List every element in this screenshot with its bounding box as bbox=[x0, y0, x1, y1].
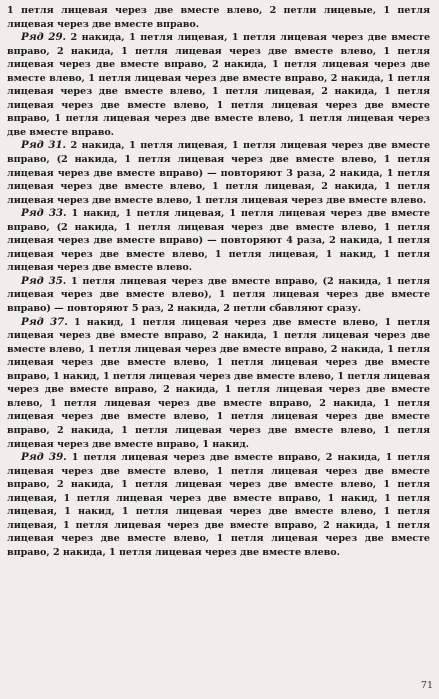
row-text: 1 петля лицевая через две вместе вправо, 2 накида, 1 петля лицевая через две вместе влево, 1 петля лицевая через две вместе вправо, 2 накида, 1 петля лицевая через две вместе влево, 1 петля лицевая, 1 петля лицевая через две вместе вправо, 1 накид, 1 петля лицевая, 1 накид, 1 петля лицевая через две вместе влево, 1 петля лицевая, 1 петля лицевая через две вместе вправо, 2 накида, 1 петля лицевая через две вместе влево, 1 петля лицевая через две вместе вправо, 2 накида, 1 петля лицевая через две вместе влево. bbox=[7, 452, 430, 558]
row-label: Ряд 37. bbox=[21, 315, 68, 328]
row-label: Ряд 33. bbox=[21, 207, 67, 220]
row-label: Ряд 39. bbox=[21, 451, 67, 464]
row-33-paragraph bbox=[7, 207, 430, 275]
row-text: 2 накида, 1 петля лицевая, 1 петля лицевая через две вместе вправо, 2 накида, 1 петля лицевая через две вместе влево, 1 петля лицевая через две вместе вправо, 2 накида, 1 петля лицевая через две вместе влево, 1 петля лицевая через две вместе вправо, 2 накида, 1 петля лицевая через две вместе влево, 1 петля лицевая, 2 накида, 1 петля лицевая через две вместе влево, 1 петля лицевая через две вместе вправо, 1 петля лицевая через две вместе влево, 1 петля лицевая через две вместе вправо. bbox=[7, 32, 430, 138]
row-text: 1 накид, 1 петля лицевая, 1 петля лицевая через две вместе вправо, (2 накида, 1 петля лицевая через две вместе влево, 1 петля лицевая через две вместе вправо) — повторяют 4 раза, 2 накида, 1 петля лицевая через две вместе влево, 1 петля лицевая, 1 накид, 1 петля лицевая через две вместе влево. bbox=[7, 208, 430, 274]
row-35-paragraph bbox=[7, 275, 430, 316]
row-label: Ряд 29. bbox=[21, 31, 66, 44]
row-text: 1 накид, 1 петля лицевая через две вместе влево, 1 петля лицевая через две вместе вправо, 2 накида, 1 петля лицевая через две вместе влево, 1 петля лицевая через две вместе вправо, 2 накида, 1 петля лицевая через две вместе влево, 1 петля лицевая через две вместе вправо, 1 накид, 1 петля лицевая через две вместе влево, 1 петля лицевая через две вместе вправо, 2 накида, 1 петля лицевая через две вместе влево, 1 петля лицевая через две вместе вправо, 2 накида, 1 петля лицевая через две вместе влево, 1 петля лицевая через две вместе вправо, 2 накида, 1 петля лицевая через две вместе влево, 1 петля лицевая через две вместе вправо, 1 накид. bbox=[7, 316, 431, 450]
row-37-paragraph bbox=[7, 316, 430, 451]
row-text: 2 накида, 1 петля лицевая, 1 петля лицевая через две вместе вправо, (2 накида, 1 петля лицевая через две вместе влево, 1 петля лицевая через две вместе вправо) — повторяют 3 раза, 2 накида, 1 петля лицевая через две вместе влево, 1 петля лицевая, 2 накида, 1 петля лицевая через две вместе влево, 1 петля лицевая через две вместе влево. bbox=[7, 140, 430, 206]
row-label: Ряд 35. bbox=[21, 274, 67, 287]
pattern-text bbox=[7, 4, 430, 559]
row-29-paragraph bbox=[7, 31, 430, 139]
row-39-paragraph bbox=[7, 451, 430, 559]
row-31-paragraph bbox=[7, 139, 430, 207]
intro-paragraph: 1 петля лицевая через две вместе влево, 2 петли лицевые, 1 петля лицевая через две вместе вправо. bbox=[7, 5, 430, 30]
row-label: Ряд 31. bbox=[21, 139, 66, 152]
row-text: 1 петля лицевая через две вместе вправо, (2 накида, 1 петля лицевая через две вместе влево), 1 петля лицевая через две вместе вправо) — повторяют 5 раз, 2 накида, 2 петли сбавляют сразу. bbox=[7, 275, 431, 315]
page-number: 71 bbox=[420, 680, 433, 691]
